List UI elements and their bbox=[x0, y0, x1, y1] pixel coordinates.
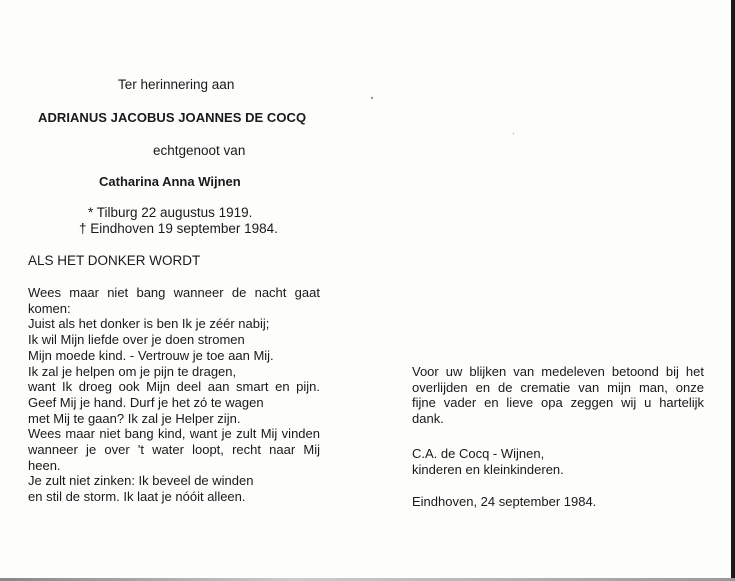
spouse-label: echtgenoot van bbox=[153, 143, 246, 158]
poem-line: want Ik droeg ook Mijn deel aan smart en pijn. bbox=[28, 379, 320, 395]
poem-line: Ik zal je helpen om je pijn te dragen, bbox=[28, 363, 237, 379]
signature-family: kinderen en kleinkinderen. bbox=[412, 462, 564, 477]
paper-speck bbox=[371, 97, 373, 99]
death-line: † Eindhoven 19 september 1984. bbox=[79, 221, 278, 236]
spouse-name: Catharina Anna Wijnen bbox=[99, 174, 241, 189]
place-date: Eindhoven, 24 september 1984. bbox=[412, 494, 597, 509]
thanks-line: overlijden en de crematie van mijn man, onze bbox=[412, 379, 704, 395]
poem-line: komen: bbox=[28, 300, 71, 316]
poem-line: wanneer je over 't water loopt, recht naar Mij bbox=[28, 442, 320, 458]
poem-line: heen. bbox=[28, 457, 61, 473]
signature-name: C.A. de Cocq - Wijnen, bbox=[412, 446, 545, 461]
thanks-line: fijne vader en lieve opa zeggen wij u hartelijk bbox=[412, 395, 704, 411]
poem-line: en stil de storm. Ik laat je nóóit alleen. bbox=[28, 489, 246, 505]
birth-line: * Tilburg 22 augustus 1919. bbox=[88, 205, 253, 220]
paper-speck bbox=[513, 133, 514, 134]
poem-line: Ik wil Mijn liefde over je doen stromen bbox=[28, 332, 245, 348]
thanks-line: dank. bbox=[412, 411, 444, 427]
poem-line: Je zult niet zinken: Ik beveel de winden bbox=[28, 473, 254, 489]
poem-line: Wees maar niet bang wanneer de nacht gaat bbox=[28, 285, 320, 300]
intro-text: Ter herinnering aan bbox=[118, 77, 235, 92]
poem-line: met Mij te gaan? Ik zal je Helper zijn. bbox=[28, 410, 241, 426]
poem-line: Geef Mij je hand. Durf je het zó te wagen bbox=[28, 394, 264, 410]
poem-line: Mijn moede kind. - Vertrouw je toe aan Mij. bbox=[28, 347, 274, 363]
poem-line: Juist als het donker is ben Ik je zéér nabij; bbox=[28, 316, 270, 332]
poem-title: ALS HET DONKER WORDT bbox=[28, 253, 201, 268]
card-edge-right bbox=[731, 0, 735, 581]
poem-line: Wees maar niet bang kind, want je zult Mij vinden bbox=[28, 426, 320, 442]
poem-body bbox=[28, 285, 320, 505]
thanks-line: Voor uw blijken van medeleven betoond bij het bbox=[412, 364, 704, 379]
thanks-message bbox=[412, 364, 704, 427]
deceased-name: ADRIANUS JACOBUS JOANNES DE COCQ bbox=[38, 110, 307, 125]
